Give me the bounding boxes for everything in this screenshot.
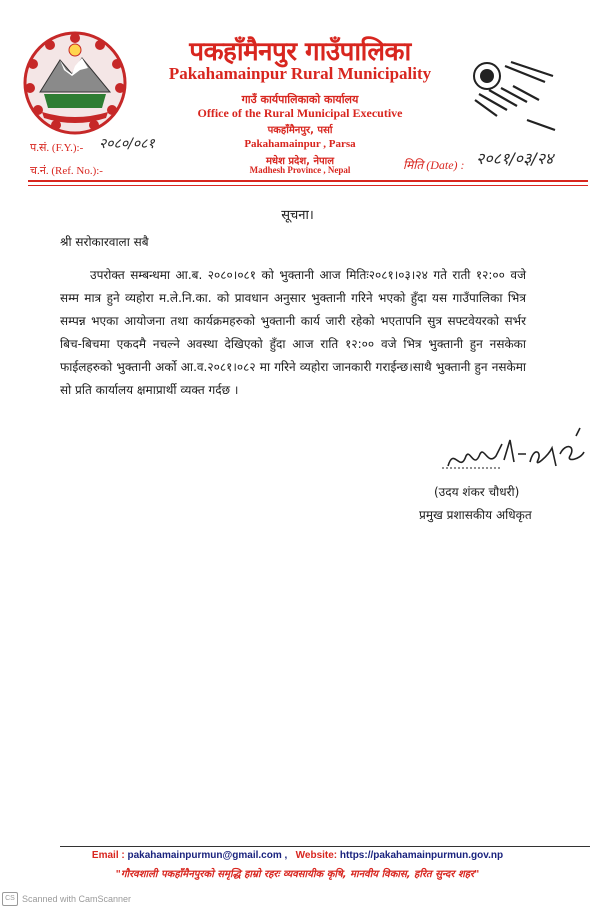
office-name-en: Office of the Rural Municipal Executive — [197, 106, 403, 120]
notice-body: उपरोक्त सम्बन्धमा आ.ब. २०८०।०८१ को भुक्तानी आज मितिः२०८१।०३।२४ गते राती १२:०० वजे सम्म मात्र हुने व्यहोरा म.ले.नि.का. को प्रावधान अनुसार भुक्तानी गरिने भएको हुँदा यस गाउँपालिका भित्र सम्पन्न भएका आयोजना तथा कार्यक्रमहरुको भुक्तानी कार्य जारी रहेको भएतापनि सुत्र सफ्टवेयरको सर्भर बिच-बिचमा एकदमै नचल्ने अवस्था देखिएको हुँदा आज राति १२:०० वजे भित्र भुक्तानी हुन नसकेका फाईलहरुको भुक्तानी अर्को आ.व.२०८१।०८२ मा गरिने व्यहोरा जानकारी गराईन्छ।साथै भुक्तानी हुन नसकेमा सो प्रति कार्यालय क्षमाप्रार्थी व्यक्त गर्दछ । — [60, 268, 526, 397]
footer-divider — [60, 846, 590, 847]
email-label: Email : — [91, 850, 125, 861]
province-np: मधेश प्रदेश, नेपाल — [265, 156, 335, 167]
fy-value: २०८०/०८१ — [99, 136, 155, 152]
signer-designation: प्रमुख प्रशासकीय अधिकृत — [419, 508, 532, 522]
date-label: मिति (Date) : — [403, 158, 465, 172]
footer-slogan: "गौरवशाली पकहाँमैनपुरको समृद्धि हाम्रो रहरः व्यवसायीक कृषि, मानवीय विकास, हरित सुन्दर शहर" — [115, 869, 480, 880]
scanner-text: Scanned with CamScanner — [22, 894, 132, 904]
nepal-emblem-icon — [22, 30, 128, 136]
camscanner-icon: CS — [2, 892, 18, 906]
place-en: Pakahamainpur , Parsa — [244, 138, 356, 150]
fy-label: प.सं. (F.Y.):- — [30, 142, 84, 154]
date-value: २०८१/०३/२४ — [476, 149, 554, 168]
scanner-watermark — [2, 892, 131, 906]
notice-title: सूचना। — [281, 208, 314, 223]
office-stamp-icon — [467, 60, 565, 144]
province-en: Madhesh Province , Nepal — [249, 165, 351, 175]
office-name-np: गाउँ कार्यपालिकाको कार्यालय — [241, 93, 359, 106]
signer-name: (उदय शंकर चौधरी) — [434, 485, 520, 499]
ref-label: च.नं. (Ref. No.):- — [30, 165, 103, 177]
website-label: Website: — [295, 850, 338, 861]
footer-contact — [0, 850, 595, 861]
place-np: पकहाँमैनपुर, पर्सा — [267, 125, 333, 136]
website-link[interactable]: https://pakahamainpurmun.gov.np — [339, 850, 504, 861]
header-divider — [28, 180, 588, 182]
signature-icon — [430, 426, 590, 486]
header-divider-thin — [28, 185, 588, 186]
municipality-name-en: Pakahamainpur Rural Municipality — [168, 64, 432, 83]
email-link[interactable]: pakahamainpurmun@gmail.com , — [127, 850, 288, 861]
municipality-name-np: पकहाँमैनपुर गाउँपालिका — [189, 37, 411, 67]
salutation: श्री सरोकारवाला सबै — [60, 235, 149, 249]
